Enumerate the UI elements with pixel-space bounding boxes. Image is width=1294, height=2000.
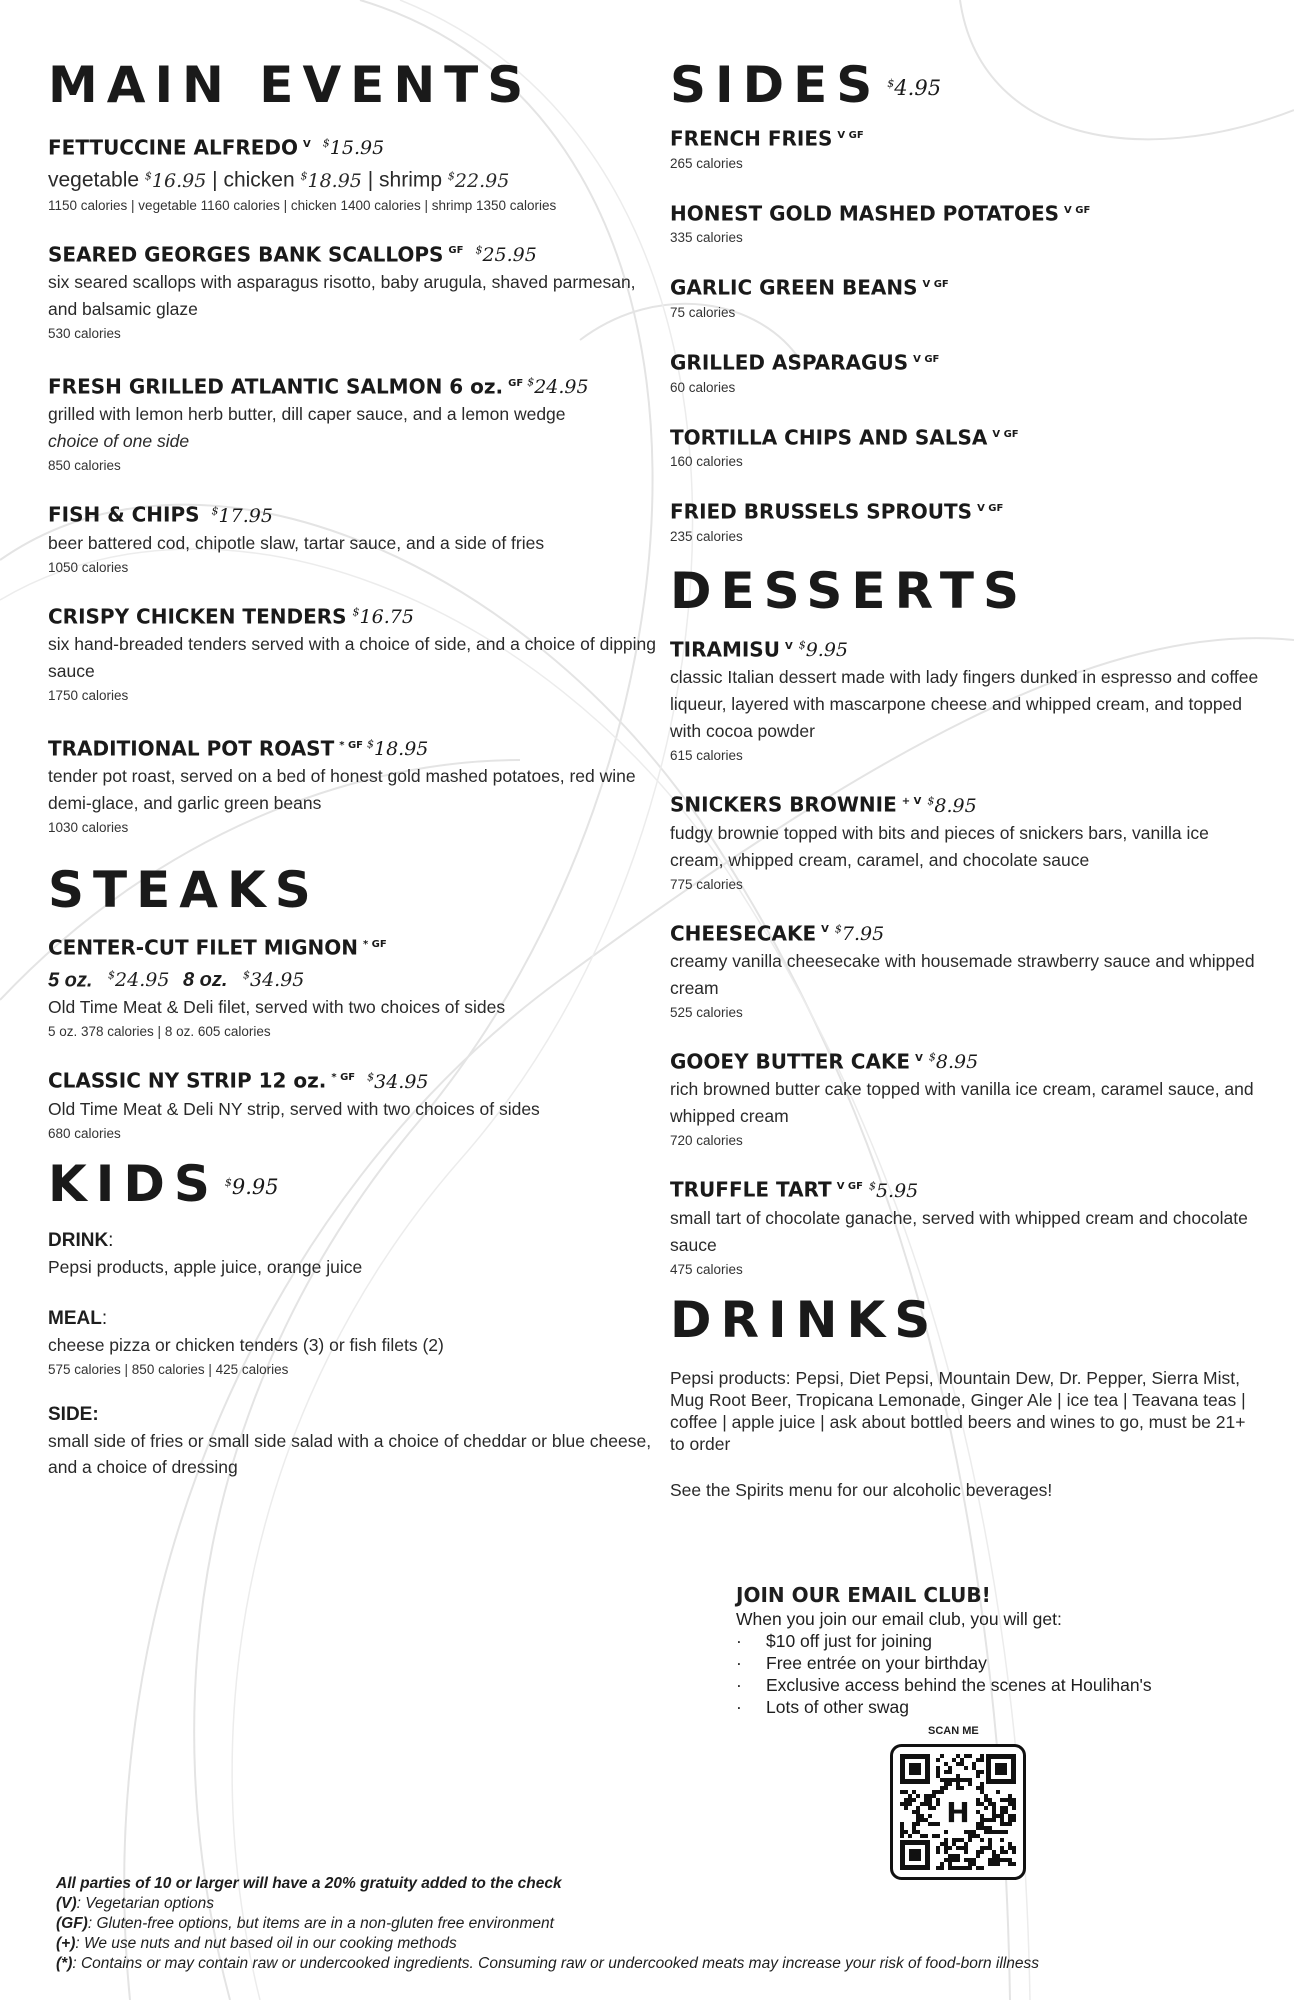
item-calories: 5 oz. 378 calories | 8 oz. 605 calories	[48, 1024, 271, 1040]
item-calories: 475 calories	[670, 1261, 743, 1277]
item-price: $25.95	[475, 243, 537, 266]
item-calories: 335 calories	[670, 230, 743, 246]
item-name: TORTILLA CHIPS AND SALSA	[670, 425, 988, 450]
item-calories: 530 calories	[48, 325, 121, 341]
benefit-item: · $10 off just for joining	[736, 1630, 1256, 1652]
dietary-tags: GF	[448, 245, 464, 257]
item-price: $15.95	[322, 137, 385, 160]
legend-vegetarian: (V): Vegetarian options	[56, 1895, 214, 1912]
item-price: $24.95	[527, 375, 589, 399]
item-description: beer battered cod, chipotle slaw, tartar sauce, and a side of fries	[48, 532, 545, 553]
item-price: $9.95	[798, 638, 849, 662]
item-description: six hand-breaded tenders served with a choice of side, and a choice of dipping sauce	[48, 633, 657, 681]
kids-meal-label: MEAL	[48, 1307, 102, 1329]
item-name: SNICKERS BROWNIE	[670, 792, 897, 817]
item-name: FISH & CHIPS	[48, 502, 200, 527]
kids-drink: DRINK: Pepsi products, apple juice, orange juice	[48, 1227, 658, 1281]
side-item	[670, 197, 1260, 250]
dietary-tags: V GF	[837, 130, 864, 141]
sides-price: $4.95	[887, 76, 942, 100]
item-name: TRUFFLE TART	[670, 1177, 832, 1202]
item-name: SEARED GEORGES BANK SCALLOPS	[48, 241, 444, 266]
item-calories: 1050 calories	[48, 559, 129, 575]
drinks-title: DRINKS	[670, 1290, 940, 1349]
item-calories: 235 calories	[670, 528, 743, 544]
drinks-description: Pepsi products: Pepsi, Diet Pepsi, Mountain Dew, Dr. Pepper, Sierra Mist, Mug Root Beer, Tropicana Lemonade, Ginger Ale | ice tea | Teavana teas | coffee | apple juice | ask about bottled beers and wines to go, must be 21+ to order	[670, 1367, 1246, 1454]
side-item	[670, 271, 1260, 324]
legend-gluten-free: (GF): Gluten-free options, but items are in a non-gluten free environment	[56, 1915, 554, 1932]
item-description: Old Time Meat & Deli NY strip, served with two choices of sides	[48, 1098, 540, 1119]
kids-drink-label: DRINK	[48, 1229, 109, 1251]
chicken-tenders-item	[48, 599, 658, 707]
item-name: CLASSIC NY STRIP 12 oz.	[48, 1068, 327, 1093]
item-name: GOOEY BUTTER CAKE	[670, 1049, 911, 1074]
item-price: $5.95	[868, 1179, 919, 1202]
item-name: HONEST GOLD MASHED POTATOES	[670, 201, 1060, 226]
kids-meal: MEAL: cheese pizza or chicken tenders (3) or fish filets (2) 575 calories | 850 calories | 425 calories	[48, 1305, 658, 1381]
footer-legend	[56, 1874, 1276, 1974]
item-calories: 720 calories	[670, 1133, 743, 1149]
benefit-item: · Lots of other swag	[736, 1696, 1256, 1718]
gratuity-note: All parties of 10 or larger will have a 20% gratuity added to the check	[56, 1875, 562, 1892]
email-club-title: JOIN OUR EMAIL CLUB!	[736, 1583, 991, 1607]
item-description: Old Time Meat & Deli filet, served with two choices of sides	[48, 997, 506, 1018]
side-item	[670, 346, 1260, 399]
dietary-tags: V GF	[992, 428, 1019, 440]
kids-meal-calories: 575 calories | 850 calories | 425 calories	[48, 1361, 289, 1377]
item-name: GARLIC GREEN BEANS	[670, 275, 918, 300]
sides-list	[670, 122, 1260, 548]
item-calories: 160 calories	[670, 454, 743, 470]
pot-roast-item	[48, 731, 658, 839]
dietary-tags: V	[821, 924, 829, 936]
desserts-title: DESSERTS	[670, 561, 1028, 620]
item-calories: 60 calories	[670, 379, 736, 395]
dietary-tags: + V	[901, 795, 922, 807]
item-price: $34.95	[367, 1070, 429, 1093]
item-calories: 1030 calories	[48, 820, 129, 836]
dietary-tags: V GF	[1064, 204, 1091, 216]
item-price: $18.95	[366, 737, 429, 761]
dietary-tags: * GF	[339, 739, 363, 751]
item-calories: 775 calories	[670, 876, 743, 892]
dietary-tags: V	[784, 640, 793, 652]
salmon-item	[48, 369, 658, 477]
tiramisu-item	[670, 632, 1260, 767]
item-calories: 1750 calories	[48, 687, 129, 703]
item-name: TRADITIONAL POT ROAST	[48, 736, 335, 761]
dietary-tags: * GF	[362, 939, 387, 951]
filet-mignon-item	[48, 931, 658, 1043]
kids-price: $9.95	[224, 1174, 279, 1199]
fish-chips-item	[48, 497, 658, 578]
item-note: choice of one side	[48, 431, 190, 452]
item-name: CENTER-CUT FILET MIGNON	[48, 935, 358, 960]
item-price: $17.95	[211, 504, 273, 527]
dietary-tags: V	[915, 1052, 923, 1064]
item-name: FRENCH FRIES	[670, 126, 833, 151]
scallops-item	[48, 237, 658, 345]
snickers-brownie-item	[670, 787, 1260, 895]
gooey-butter-cake-item	[670, 1044, 1260, 1152]
email-club	[736, 1582, 1256, 1718]
item-description: fudgy brownie topped with bits and pieces of snickers bars, vanilla ice cream, whipped cream, caramel, and chocolate sauce	[670, 822, 1209, 870]
side-item	[670, 122, 1260, 175]
item-description: six seared scallops with asparagus risotto, baby arugula, shaved parmesan, and balsamic glaze	[48, 271, 636, 319]
item-name: TIRAMISU	[670, 637, 780, 662]
dietary-tags: V GF	[836, 1180, 863, 1192]
item-description: classic Italian dessert made with lady fingers dunked in espresso and coffee liqueur, layered with mascarpone cheese and whipped cream, and topped with cocoa powder	[670, 667, 1259, 742]
main-events-title: MAIN EVENTS	[48, 56, 533, 114]
email-club-benefits	[736, 1630, 1256, 1718]
item-price: $7.95	[834, 922, 885, 945]
kids-side-label: SIDE:	[48, 1403, 99, 1425]
fettuccine-variants: vegetable $16.95 | chicken $18.95 | shrimp $22.95	[48, 168, 510, 192]
item-name: CRISPY CHICKEN TENDERS	[48, 603, 347, 628]
kids-drink-desc: Pepsi products, apple juice, orange juice	[48, 1256, 363, 1277]
item-description: rich browned butter cake topped with vanilla ice cream, caramel sauce, and whipped cream	[670, 1079, 1254, 1127]
item-description: grilled with lemon herb butter, dill caper sauce, and a lemon wedge	[48, 404, 566, 425]
legend-raw: (*): Contains or may contain raw or undercooked ingredients. Consuming raw or undercooked meats may increase your risk of food-born illness	[56, 1955, 1039, 1972]
item-name: FETTUCCINE ALFREDO	[48, 135, 299, 160]
email-club-intro: When you join our email club, you will get:	[736, 1609, 1062, 1629]
dietary-tags: V GF	[922, 279, 949, 291]
truffle-tart-item	[670, 1172, 1260, 1280]
item-description: small tart of chocolate ganache, served with whipped cream and chocolate sauce	[670, 1207, 1248, 1255]
right-column	[670, 56, 1260, 1504]
cheesecake-item	[670, 916, 1260, 1024]
item-calories: 850 calories	[48, 458, 121, 474]
item-calories: 680 calories	[48, 1125, 121, 1141]
item-calories: 265 calories	[670, 155, 743, 171]
left-column	[48, 56, 658, 1480]
sides-title: SIDES $4.95	[670, 56, 942, 114]
item-name: FRIED BRUSSELS SPROUTS	[670, 499, 973, 524]
ny-strip-item	[48, 1063, 658, 1144]
side-item	[670, 495, 1260, 548]
item-calories: 615 calories	[670, 748, 743, 764]
item-calories: 1150 calories | vegetable 1160 calories | chicken 1400 calories | shrimp 1350 calories	[48, 197, 557, 213]
dietary-tags: * GF	[331, 1071, 356, 1083]
legend-nuts: (+): We use nuts and nut based oil in our cooking methods	[56, 1935, 457, 1952]
kids-side-desc: small side of fries or small side salad with a choice of cheddar or blue cheese, and a choice of dressing	[48, 1430, 652, 1477]
dietary-tags: V	[303, 138, 311, 150]
benefit-item: · Exclusive access behind the scenes at Houlihan's	[736, 1674, 1256, 1696]
dietary-tags: V GF	[977, 503, 1004, 515]
spirits-note: See the Spirits menu for our alcoholic beverages!	[670, 1479, 1053, 1500]
item-price: $8.95	[927, 794, 977, 817]
filet-sizes: 5 oz. $24.95 8 oz. $34.95	[48, 968, 305, 992]
kids-title: KIDS $9.95	[48, 1154, 279, 1213]
benefit-item: · Free entrée on your birthday	[736, 1652, 1256, 1674]
item-name: FRESH GRILLED ATLANTIC SALMON 6 oz.	[48, 374, 504, 399]
item-calories: 525 calories	[670, 1004, 743, 1020]
fettuccine-item	[48, 130, 658, 217]
item-description: creamy vanilla cheesecake with housemade strawberry sauce and whipped cream	[670, 950, 1255, 998]
item-price: $8.95	[928, 1050, 979, 1074]
dietary-tags: GF	[508, 377, 524, 389]
steaks-title: STEAKS	[48, 861, 320, 920]
qr-code-icon[interactable]	[890, 1744, 1026, 1880]
dietary-tags: V GF	[913, 353, 940, 365]
item-description: tender pot roast, served on a bed of honest gold mashed potatoes, red wine demi-glace, and garlic green beans	[48, 766, 636, 814]
item-name: GRILLED ASPARAGUS	[670, 350, 909, 375]
scan-me-label: SCAN ME	[928, 1725, 979, 1737]
item-price: $16.75	[352, 605, 414, 628]
item-name: CHEESECAKE	[670, 920, 817, 945]
qr-center-letter: H	[946, 1796, 970, 1829]
kids-side	[48, 1401, 658, 1480]
item-calories: 75 calories	[670, 304, 736, 320]
side-item	[670, 421, 1260, 474]
kids-meal-desc: cheese pizza or chicken tenders (3) or fish filets (2)	[48, 1334, 444, 1355]
